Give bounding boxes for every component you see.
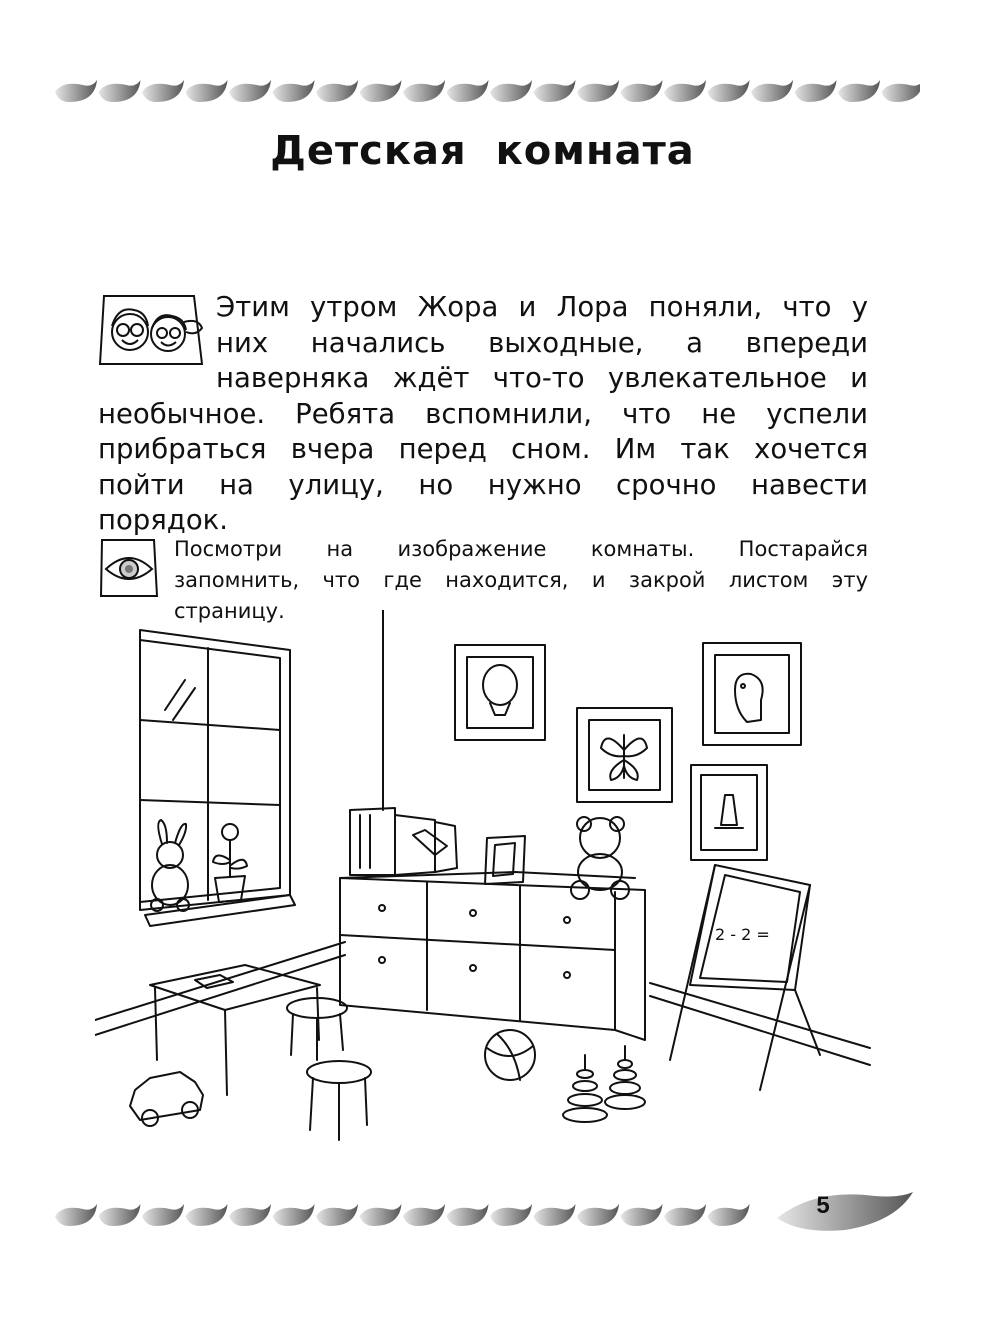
- eye-icon: [98, 537, 160, 599]
- floor-line-right: [650, 983, 870, 1065]
- border-leaf: [621, 80, 663, 102]
- top-decorative-border: [55, 78, 920, 104]
- border-leaf: [273, 80, 315, 102]
- photo-frame: [485, 836, 525, 884]
- picture-parrot: [703, 643, 801, 745]
- border-leaf: [708, 1204, 750, 1226]
- easel-equation: 2 - 2 =: [715, 925, 770, 944]
- border-leaf: [490, 1204, 532, 1226]
- border-leaf: [99, 1204, 141, 1226]
- border-leaf: [229, 1204, 271, 1226]
- border-leaf: [316, 1204, 358, 1226]
- picture-balloon: [455, 645, 545, 740]
- task-text: Посмотри на изображение комнаты. Постарайся запомнить, что где находится, и закрой листом эту страницу.: [174, 537, 868, 623]
- border-leaf: [751, 80, 793, 102]
- border-leaf: [403, 80, 445, 102]
- border-leaf: [621, 1204, 663, 1226]
- border-leaf: [142, 1204, 184, 1226]
- room-illustration: [95, 610, 875, 1160]
- border-leaf: [186, 1204, 228, 1226]
- border-leaf: [795, 80, 837, 102]
- toy-car: [130, 1072, 203, 1126]
- border-leaf: [55, 80, 97, 102]
- border-leaf: [273, 1204, 315, 1226]
- stacking-pyramid-left: [563, 1055, 607, 1122]
- border-leaf: [664, 80, 706, 102]
- stool-front: [307, 1061, 371, 1140]
- children-faces-icon: [98, 292, 206, 368]
- border-leaf: [186, 80, 228, 102]
- border-leaf: [360, 80, 402, 102]
- picture-butterfly: [577, 708, 672, 802]
- window: [140, 630, 295, 926]
- border-leaf: [360, 1204, 402, 1226]
- page-number: 5: [816, 1192, 830, 1219]
- border-leaf: [577, 1204, 619, 1226]
- border-leaf: [55, 1204, 97, 1226]
- border-leaf: [229, 80, 271, 102]
- border-leaf: [490, 80, 532, 102]
- border-leaf: [882, 80, 921, 102]
- kids-table: [150, 965, 320, 1095]
- flower-pot: [213, 824, 247, 902]
- border-leaf: [534, 80, 576, 102]
- books: [350, 808, 457, 875]
- story-text: Этим утром Жора и Лора поняли, что у них начались выходные, а впереди наверняка ждёт что-то увлекательное и необычное. Ребята вспомнили, что не успели прибраться вчера перед сном. Им так хочется пойти на улицу, но нужно срочно навести порядок.: [98, 291, 868, 536]
- border-leaf: [403, 1204, 445, 1226]
- ball: [485, 1030, 535, 1080]
- border-leaf: [664, 1204, 706, 1226]
- border-leaf: [577, 80, 619, 102]
- border-leaf: [447, 1204, 489, 1226]
- picture-lighthouse: [691, 765, 767, 860]
- stacking-pyramid-right: [605, 1046, 645, 1109]
- border-leaf: [708, 80, 750, 102]
- border-leaf: [534, 1204, 576, 1226]
- border-leaf: [447, 80, 489, 102]
- story-paragraph: [98, 290, 868, 539]
- easel: [670, 865, 820, 1090]
- border-leaf: [838, 80, 880, 102]
- border-leaf: [316, 80, 358, 102]
- toy-bunny: [151, 820, 189, 911]
- border-leaf: [99, 80, 141, 102]
- border-leaf: [142, 80, 184, 102]
- dresser: [340, 872, 645, 1040]
- page-title: Детская комната: [270, 128, 695, 174]
